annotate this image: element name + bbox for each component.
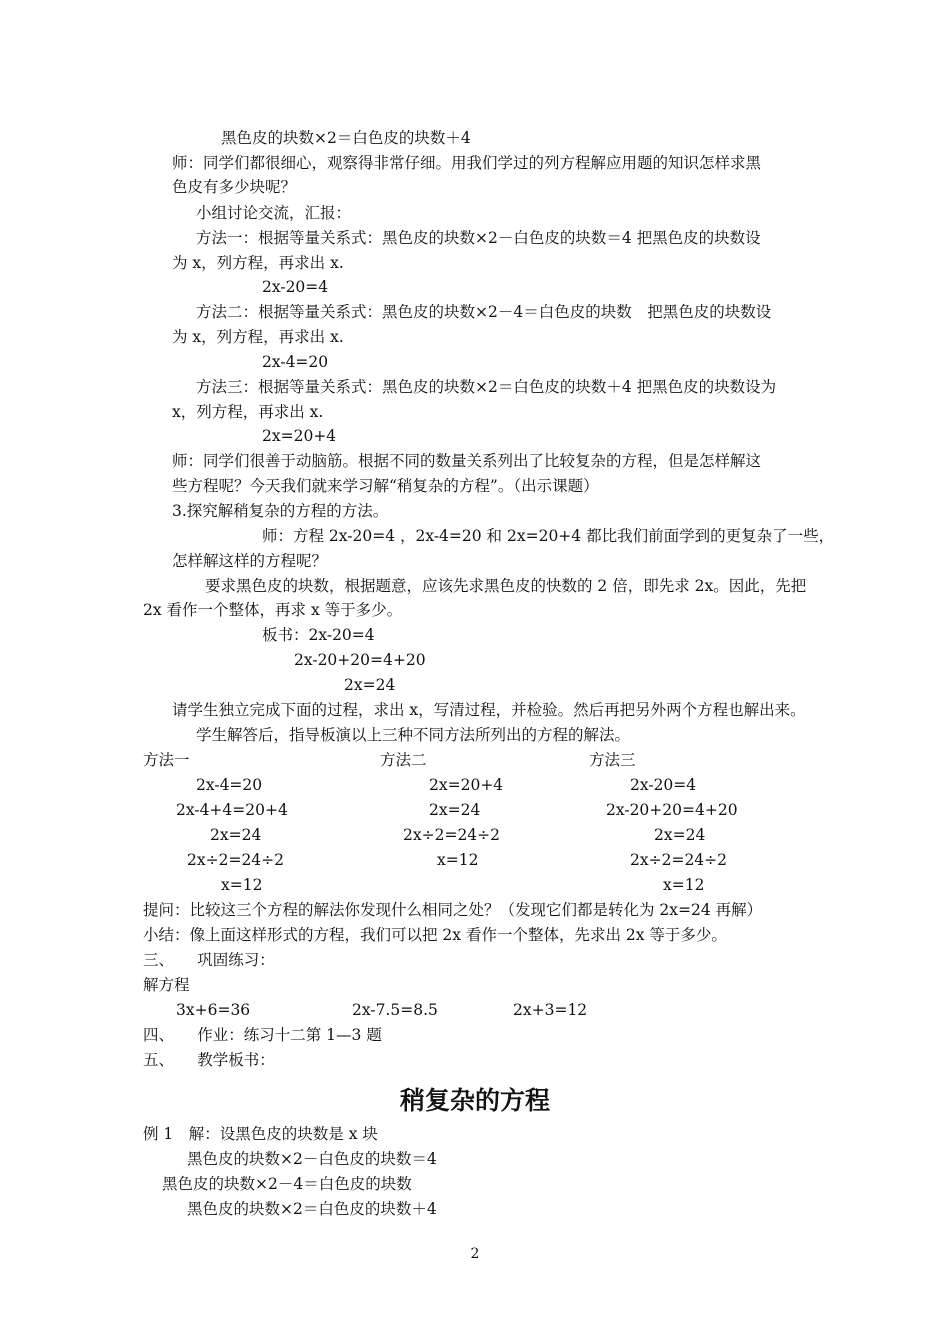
- text-line: 2x÷2=24÷2: [187, 851, 285, 869]
- board-title: 稍复杂的方程: [399, 1086, 550, 1115]
- text-line: x，列方程，再求出 x.: [172, 403, 324, 421]
- text-line: 2x-7.5=8.5: [352, 1001, 438, 1019]
- text-line: 2x=20+4: [262, 427, 337, 445]
- text-line: 三、 巩固练习：: [143, 951, 275, 969]
- text-line: 小组讨论交流，汇报：: [196, 204, 352, 222]
- text-line: 2x-4=20: [196, 776, 263, 794]
- text-line: 提问：比较这三个方程的解法你发现什么相同之处？（发现它们都是转化为 2x=24 再解）: [143, 901, 763, 919]
- text-line: 3x+6=36: [176, 1001, 251, 1019]
- text-line: 为 x，列方程，再求出 x.: [172, 328, 344, 346]
- text-line: 2x=24: [429, 801, 481, 819]
- text-line: 2x=24: [654, 826, 706, 844]
- text-line: 方法二：根据等量关系式：黑色皮的块数×2－4＝白色皮的块数 把黑色皮的块数设: [196, 303, 772, 321]
- text-line: 3.探究解稍复杂的方程的方法。: [172, 502, 389, 520]
- text-line: 方法二: [380, 751, 427, 769]
- text-line: 板书：2x-20=4: [262, 626, 375, 644]
- text-line: x=12: [663, 876, 705, 894]
- text-line: x=12: [437, 851, 479, 869]
- text-line: 2x-20+20=4+20: [606, 801, 738, 819]
- text-line: 方法一: [143, 751, 190, 769]
- page-number: 2: [470, 1246, 480, 1262]
- text-line: 2x-20=4: [262, 278, 329, 296]
- text-line: 要求黑色皮的块数，根据题意，应该先求黑色皮的快数的 2 倍，即先求 2x。因此，先把: [205, 577, 807, 595]
- text-line: 2x=24: [210, 826, 262, 844]
- text-line: 黑色皮的块数×2＝白色皮的块数＋4: [221, 129, 471, 147]
- text-line: 解方程: [143, 976, 190, 994]
- text-line: 小结：像上面这样形式的方程，我们可以把 2x 看作一个整体，先求出 2x 等于多少。: [143, 926, 727, 944]
- text-line: 五、 教学板书：: [143, 1051, 275, 1069]
- text-line: 例 1 解：设黑色皮的块数是 x 块: [143, 1125, 378, 1143]
- text-line: 怎样解这样的方程呢？: [172, 552, 328, 570]
- text-line: 2x-4=20: [262, 353, 329, 371]
- text-line: 2x÷2=24÷2: [630, 851, 728, 869]
- text-line: 黑色皮的块数×2－白色皮的块数＝4: [187, 1150, 437, 1168]
- text-line: 2x+3=12: [513, 1001, 588, 1019]
- text-line: 师：同学们都很细心，观察得非常仔细。用我们学过的列方程解应用题的知识怎样求黑: [172, 154, 762, 172]
- text-line: 为 x，列方程，再求出 x.: [172, 254, 344, 272]
- text-line: 学生解答后，指导板演以上三种不同方法所列出的方程的解法。: [196, 726, 631, 744]
- text-line: x=12: [221, 876, 263, 894]
- text-line: 色皮有多少块呢？: [172, 178, 297, 196]
- text-line: 2x=24: [344, 676, 396, 694]
- text-line: 方法三: [589, 751, 636, 769]
- text-line: 方法一：根据等量关系式：黑色皮的块数×2－白色皮的块数＝4 把黑色皮的块数设: [196, 229, 761, 247]
- text-line: 黑色皮的块数×2－4＝白色皮的块数: [162, 1175, 412, 1193]
- text-line: 2x-20+20=4+20: [294, 651, 426, 669]
- text-line: 2x-4+4=20+4: [176, 801, 288, 819]
- text-line: 些方程呢？今天我们就来学习解“稍复杂的方程”。（出示课题）: [172, 477, 599, 495]
- text-line: 方法三：根据等量关系式：黑色皮的块数×2＝白色皮的块数＋4 把黑色皮的块数设为: [196, 378, 777, 396]
- text-line: 黑色皮的块数×2＝白色皮的块数＋4: [187, 1200, 437, 1218]
- text-line: 请学生独立完成下面的过程，求出 x，写清过程，并检验。然后再把另外两个方程也解出来。: [172, 701, 806, 719]
- text-line: 2x 看作一个整体，再求 x 等于多少。: [143, 601, 403, 619]
- text-line: 师：方程 2x-20=4 ，2x-4=20 和 2x=20+4 都比我们前面学到的更复杂了一些，: [262, 527, 835, 545]
- text-line: 2x-20=4: [630, 776, 697, 794]
- text-line: 师：同学们很善于动脑筋。根据不同的数量关系列出了比较复杂的方程，但是怎样解这: [172, 452, 762, 470]
- text-line: 2x=20+4: [429, 776, 504, 794]
- text-line: 四、 作业：练习十二第 1—3 题: [143, 1026, 382, 1044]
- text-line: 2x÷2=24÷2: [403, 826, 501, 844]
